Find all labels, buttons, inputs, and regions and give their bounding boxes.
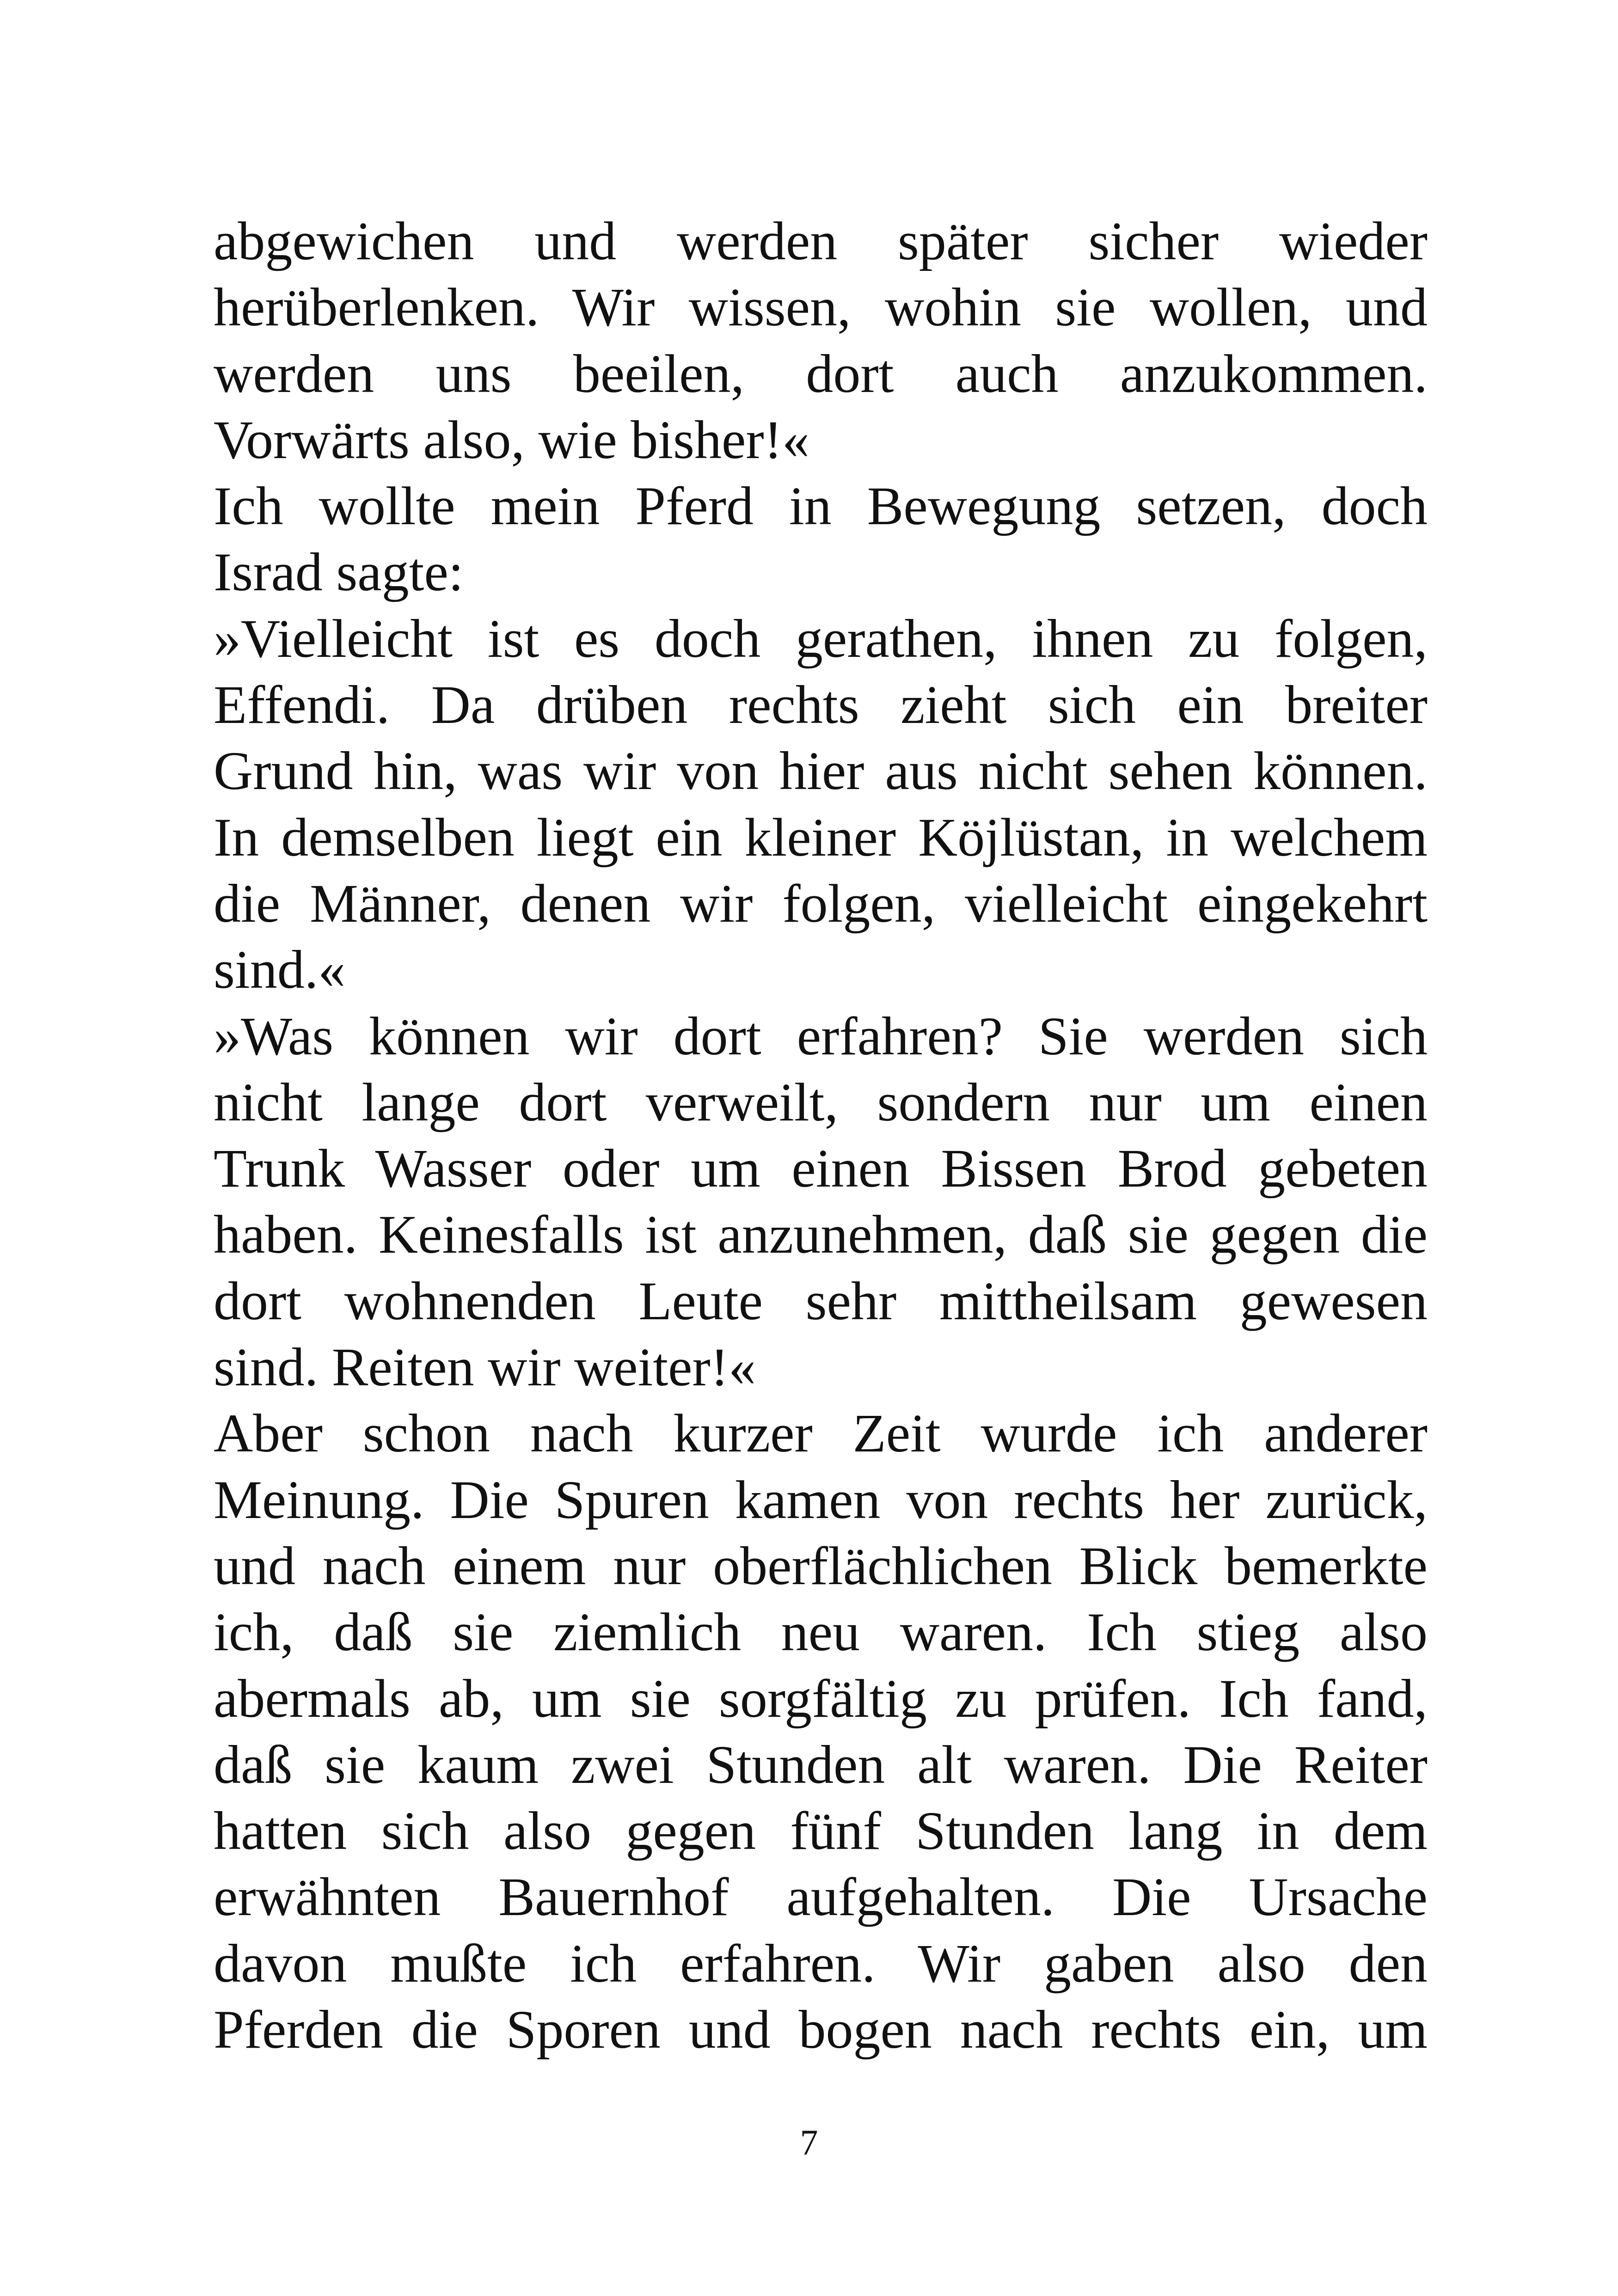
page-number: 7 bbox=[800, 2122, 818, 2162]
text-line: »Was können wir dort erfahren? Sie werden sich bbox=[214, 1005, 1428, 1066]
text-line: erwähnten Bauernhof aufgehalten. Die Ursache bbox=[214, 1867, 1428, 1928]
text-line: dort wohnenden Leute sehr mittheilsam gewesen bbox=[214, 1270, 1428, 1331]
text-line: die Männer, denen wir folgen, vielleicht eingekehrt bbox=[214, 873, 1428, 934]
text-line: sind. Reiten wir weiter!« bbox=[214, 1337, 756, 1398]
text-line: daß sie kaum zwei Stunden alt waren. Die Reiter bbox=[214, 1734, 1428, 1795]
text-line: Meinung. Die Spuren kamen von rechts her zurück, bbox=[214, 1469, 1428, 1530]
text-line: Effendi. Da drüben rechts zieht sich ein breiter bbox=[214, 674, 1428, 735]
text-line: herüberlenken. Wir wissen, wohin sie wollen, und bbox=[214, 277, 1428, 338]
text-line: Trunk Wasser oder um einen Bissen Brod gebeten bbox=[214, 1138, 1428, 1199]
text-line: Israd sagte: bbox=[214, 542, 464, 603]
text-line: abgewichen und werden später sicher wieder bbox=[214, 211, 1428, 271]
text-line: In demselben liegt ein kleiner Köjlüstan, in welchem bbox=[214, 807, 1428, 868]
text-line: ich, daß sie ziemlich neu waren. Ich stieg also bbox=[214, 1602, 1428, 1663]
text-line: haben. Keinesfalls ist anzunehmen, daß sie gegen die bbox=[214, 1204, 1428, 1265]
text-line: Aber schon nach kurzer Zeit wurde ich anderer bbox=[214, 1403, 1428, 1464]
text-line: Pferden die Sporen und bogen nach rechts ein, um bbox=[214, 1999, 1428, 2060]
body-text bbox=[214, 208, 1428, 2063]
text-line: »Vielleicht ist es doch gerathen, ihnen zu folgen, bbox=[214, 608, 1428, 669]
text-line: Grund hin, was wir von hier aus nicht sehen können. bbox=[214, 741, 1428, 802]
text-line: davon mußte ich erfahren. Wir gaben also den bbox=[214, 1933, 1428, 1994]
text-line: und nach einem nur oberflächlichen Blick bemerkte bbox=[214, 1535, 1428, 1596]
text-line: sind.« bbox=[214, 939, 346, 1000]
text-line: Vorwärts also, wie bisher!« bbox=[214, 409, 810, 470]
text-line: nicht lange dort verweilt, sondern nur um einen bbox=[214, 1071, 1428, 1133]
text-line: Ich wollte mein Pferd in Bewegung setzen, doch bbox=[214, 476, 1428, 537]
text-line: hatten sich also gegen fünf Stunden lang in dem bbox=[214, 1800, 1428, 1861]
text-line: werden uns beeilen, dort auch anzukommen. bbox=[214, 343, 1428, 404]
text-line: abermals ab, um sie sorgfältig zu prüfen. Ich fand, bbox=[214, 1668, 1428, 1729]
